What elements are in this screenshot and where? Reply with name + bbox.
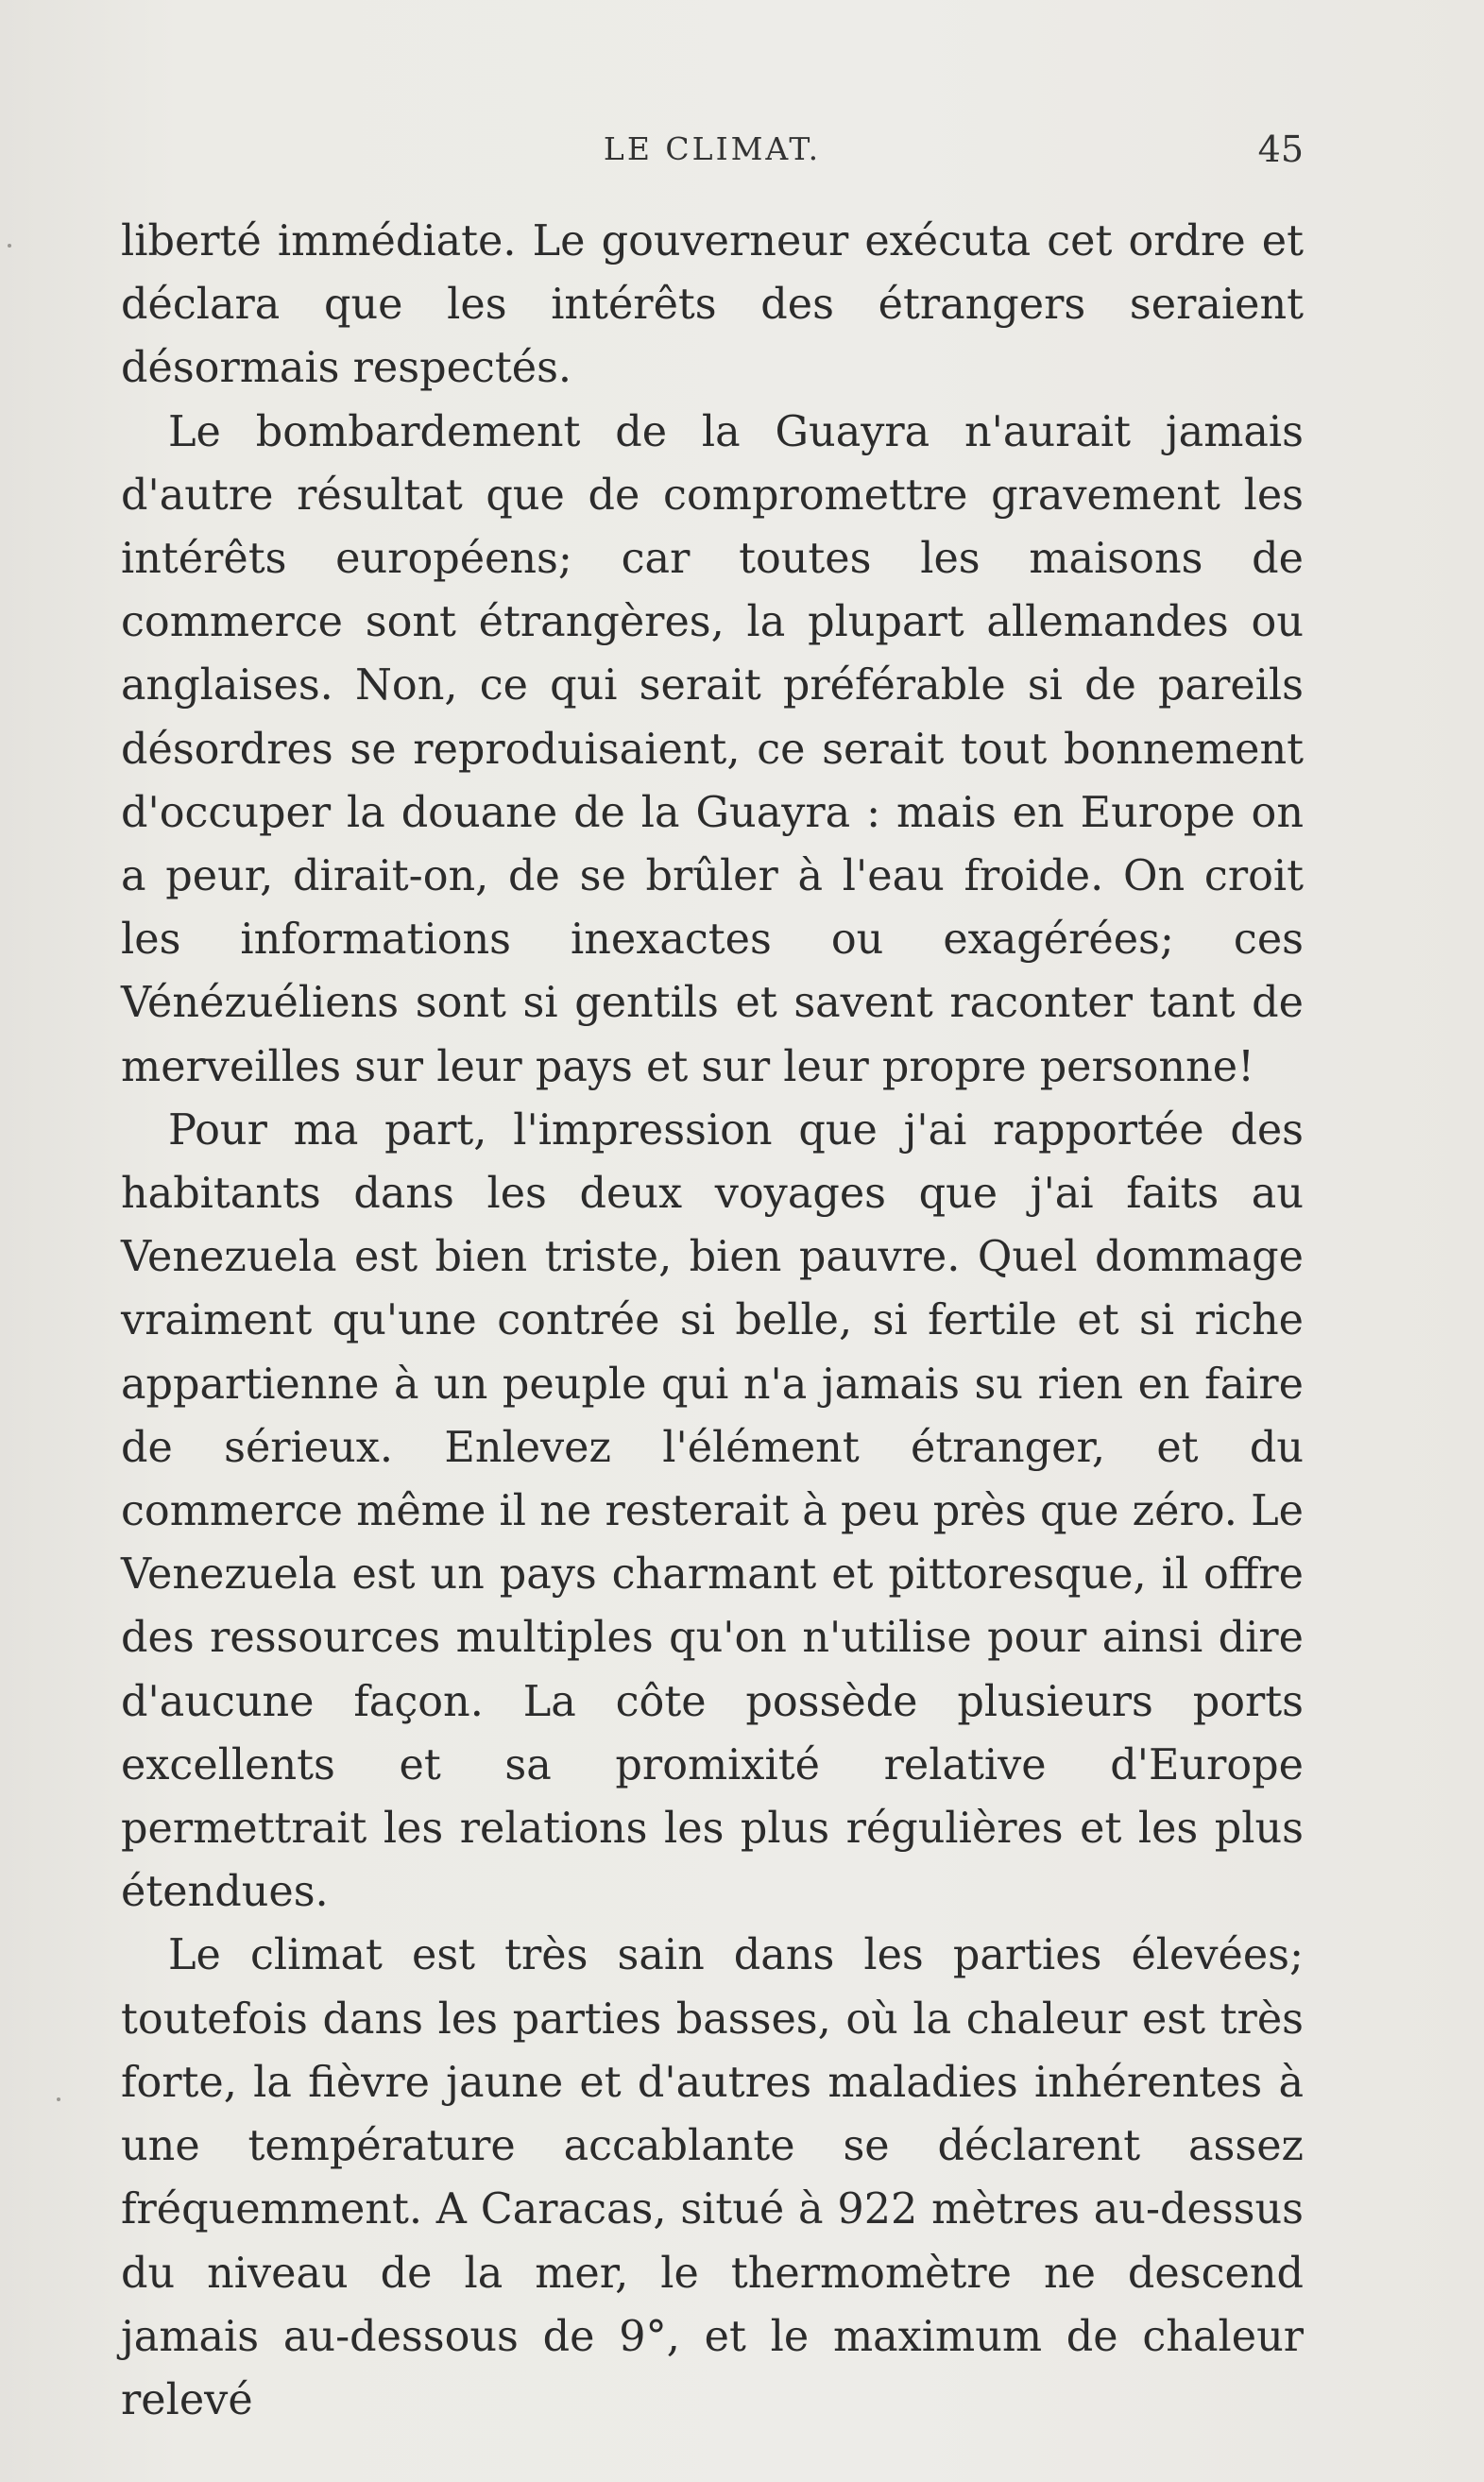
running-title: LE CLIMAT. [603, 130, 822, 167]
running-header [121, 130, 1304, 187]
paper-speck [57, 2097, 60, 2101]
body-text [121, 210, 1304, 2432]
paragraph-continuation: liberté immédiate. Le gouverneur exécuta cet ordre et déclara que les intérêts des étrangers seraient désormais respectés. [121, 217, 1304, 393]
paper-speck [8, 244, 11, 248]
paragraph-impression: Pour ma part, l'impression que j'ai rapportée des habitants dans les deux voyages que j'ai faits au Venezuela est bien triste, bien pauvre. Quel dommage vraiment qu'une contrée si belle, si fertile et si riche appartienne à un peuple qui n'a jamais su rien en faire de sérieux. Enlevez l'élément étranger, et du commerce même il ne resterait à peu près que zéro. Le Venezuela est un pays charmant et pittoresque, il offre des ressources multiples qu'on n'utilise pour ainsi dire d'aucune façon. La côte possède plusieurs ports excellents et sa promixité relative d'Europe permettrait les relations les plus régulières et les plus étendues. [121, 1105, 1304, 1917]
paragraph-bombardment: Le bombardement de la Guayra n'aurait jamais d'autre résultat que de compromettre gravement les intérêts européens; car toutes les maisons de commerce sont étrangères, la plupart allemandes ou anglaises. Non, ce qui serait préférable si de pareils désordres se reproduisaient, ce serait tout bonnement d'occuper la douane de la Guayra : mais en Europe on a peur, dirait-on, de se brûler à l'eau froide. On croit les informations inexactes ou exagérées; ces Vénézuéliens sont si gentils et savent raconter tant de merveilles sur leur pays et sur leur propre personne! [121, 407, 1304, 1091]
page-number: 45 [1257, 128, 1304, 170]
paragraph-climate: Le climat est très sain dans les parties élevées; toutefois dans les parties basses, où la chaleur est très forte, la fièvre jaune et d'autres maladies inhérentes à une température accablante se déclarent assez fréquemment. A Caracas, situé à 922 mètres au-dessus du niveau de la mer, le thermomètre ne descend jamais au-dessous de 9°, et le maximum de chaleur relevé [121, 1931, 1304, 2424]
